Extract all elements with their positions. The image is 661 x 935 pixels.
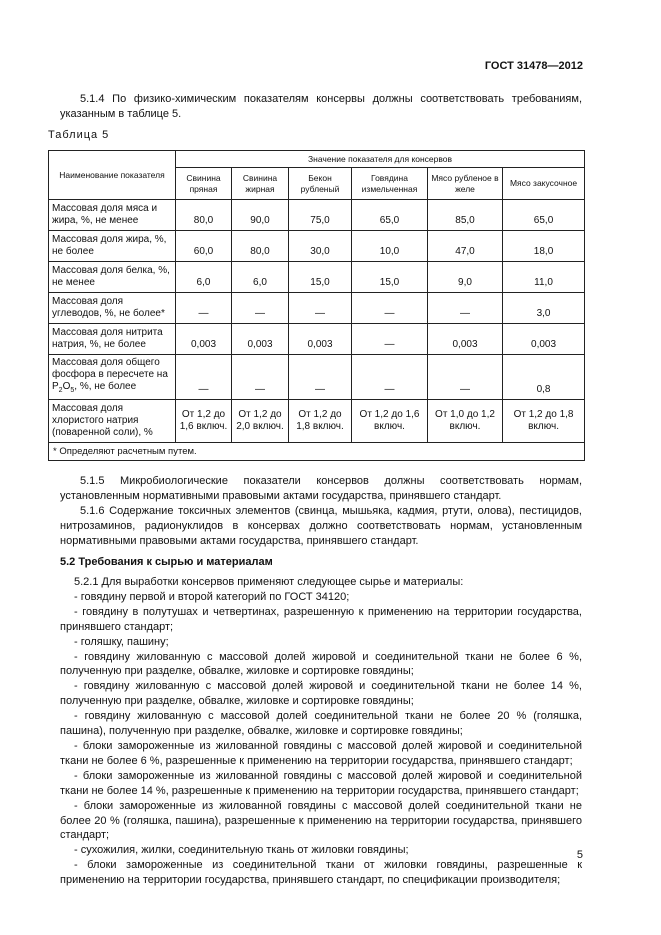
table-row — [49, 200, 585, 231]
cell: 0,003 — [232, 324, 289, 355]
paragraph-5-1-4: 5.1.4 По физико-химическим показателям консервы должны соответствовать требованиям, указанным в таблице 5. — [60, 93, 582, 120]
cell: 11,0 — [503, 262, 585, 293]
table-row — [49, 231, 585, 262]
cell: 15,0 — [352, 262, 428, 293]
cell: 30,0 — [289, 231, 352, 262]
cell: — — [176, 293, 232, 324]
cell: От 1,2 до 1,8 включ. — [289, 400, 352, 443]
list-item: - говядину жилованную с массовой долей жировой и соединительной ткани не более 6 %, полученную при разделке, обвалке, жиловке и сортировке говядины; — [60, 650, 582, 678]
cell: 9,0 — [428, 262, 503, 293]
raw-materials-list — [60, 575, 582, 888]
cell: — — [232, 293, 289, 324]
list-item: - сухожилия, жилки, соединительную ткань от жиловки говядины; — [74, 844, 409, 857]
header-value-group: Значение показателя для консервов — [176, 151, 585, 168]
cell: 10,0 — [352, 231, 428, 262]
cell: 6,0 — [176, 262, 232, 293]
cell: 0,003 — [289, 324, 352, 355]
cell: 60,0 — [176, 231, 232, 262]
cell: От 1,2 до 2,0 включ. — [232, 400, 289, 443]
list-item: - говядину первой и второй категорий по ГОСТ 34120; — [74, 590, 350, 603]
cell: — — [352, 293, 428, 324]
cell: — — [176, 355, 232, 400]
list-item: - блоки замороженные из жилованной говядины с массовой долей соединительной ткани не более 20 % (голяшка, пашина), разрешенные к применению на территории государства, принявшего стандарт; — [60, 799, 582, 842]
document-code: ГОСТ 31478—2012 — [484, 60, 583, 72]
row-name-part: , %, не более — [74, 381, 137, 392]
cell: От 1,2 до 1,6 включ. — [176, 400, 232, 443]
table-5 — [48, 150, 585, 461]
row-name: Массовая доля жира, %, не более — [49, 231, 176, 262]
cell: 80,0 — [232, 231, 289, 262]
cell: От 1,2 до 1,6 включ. — [352, 400, 428, 443]
row-name: Массовая доля белка, %, не менее — [49, 262, 176, 293]
cell: 15,0 — [289, 262, 352, 293]
table-row — [49, 355, 585, 400]
cell: 3,0 — [503, 293, 585, 324]
paragraph-5-1-5: 5.1.5 Микробиологические показатели консервов должны соответствовать нормам, установленным нормативными правовыми актами государства, принявшего стандарт. — [60, 475, 582, 502]
subscript: 2 — [58, 387, 63, 394]
header-col-4: Говядина измельченная — [352, 168, 428, 200]
cell: — — [352, 324, 428, 355]
list-item: - голяшку, пашину; — [74, 635, 169, 648]
table-footnote: * Определяют расчетным путем. — [49, 443, 585, 461]
cell: — — [428, 355, 503, 400]
cell: — — [428, 293, 503, 324]
row-name-part: Массовая доля общего фосфора в пересчете на P — [52, 357, 168, 392]
header-col-3: Бекон рубленый — [289, 168, 352, 200]
table-row — [49, 400, 585, 443]
cell: 18,0 — [503, 231, 585, 262]
paragraph-5-1-6: 5.1.6 Содержание токсичных элементов (свинца, мышьяка, кадмия, ртути, олова), пестицидов, нитрозаминов, радионуклидов в консервах должно соответствовать нормам, установленным нормативными правовыми актами государства, принявшего стандарт. — [60, 505, 582, 547]
cell: 75,0 — [289, 200, 352, 231]
header-col-6: Мясо закусочное — [503, 168, 585, 200]
subscript: 5 — [70, 387, 75, 394]
cell: 65,0 — [352, 200, 428, 231]
row-name-part: O — [62, 381, 71, 392]
cell: 6,0 — [232, 262, 289, 293]
cell: От 1,0 до 1,2 включ. — [428, 400, 503, 443]
list-item: - говядину жилованную с массовой долей жировой и соединительной ткани не более 14 %, полученную при разделке, обвалке, жиловке и сортировке говядины; — [60, 680, 582, 708]
row-name: Массовая доля нитрита натрия, %, не более — [49, 324, 176, 355]
table-row — [49, 262, 585, 293]
list-item: - блоки замороженные из жилованной говядины с массовой долей жировой и соединительной ткани не более 6 %, разрешенные к применению на территории государства, принявшего стандарт; — [60, 739, 582, 767]
list-item: - говядину в полутушах и четвертинах, разрешенную к применению на территории государства, принявшего стандарт; — [60, 605, 582, 633]
header-col-2: Свинина жирная — [232, 168, 289, 200]
cell: — — [289, 293, 352, 324]
table-caption: Таблица 5 — [48, 129, 110, 141]
paragraph-5-2-1: 5.2.1 Для выработки консервов применяют следующее сырье и материалы: — [74, 576, 464, 588]
row-name: Массовая доля углеводов, %, не более* — [49, 293, 176, 324]
header-col-1: Свинина пряная — [176, 168, 232, 200]
header-col-5: Мясо рубленое в желе — [428, 168, 503, 200]
list-item: - блоки замороженные из жилованной говядины с массовой долей жировой и соединительной ткани не более 14 %, разрешенные к применению на территории государства, принявшего стандарт; — [60, 769, 582, 797]
cell: 85,0 — [428, 200, 503, 231]
cell: — — [232, 355, 289, 400]
list-item: - блоки замороженные из соединительной ткани от жиловки говядины, разрешенные к применению на территории государства, принявшего стандарт, по спецификации производителя; — [60, 859, 582, 887]
table-row — [49, 293, 585, 324]
section-title-5-2: 5.2 Требования к сырью и материалам — [60, 556, 273, 568]
row-name: Массовая доля хлористого натрия (поваренной соли), % — [49, 400, 176, 443]
row-name-phosphorus — [49, 355, 176, 400]
cell: 65,0 — [503, 200, 585, 231]
table-row — [49, 324, 585, 355]
row-name: Массовая доля мяса и жира, %, не менее — [49, 200, 176, 231]
cell: 0,003 — [428, 324, 503, 355]
cell: 0,003 — [503, 324, 585, 355]
cell: 80,0 — [176, 200, 232, 231]
page-number: 5 — [576, 849, 583, 861]
cell: — — [352, 355, 428, 400]
cell: 0,003 — [176, 324, 232, 355]
cell: От 1,2 до 1,8 включ. — [503, 400, 585, 443]
list-item: - говядину жилованную с массовой долей соединительной ткани не более 20 % (голяшка, пашина), полученную при разделке, обвалке, жиловке и сортировке говядины; — [60, 710, 582, 738]
cell: — — [289, 355, 352, 400]
cell: 47,0 — [428, 231, 503, 262]
header-indicator-name: Наименование показателя — [49, 151, 176, 200]
cell: 90,0 — [232, 200, 289, 231]
cell: 0,8 — [503, 355, 585, 400]
